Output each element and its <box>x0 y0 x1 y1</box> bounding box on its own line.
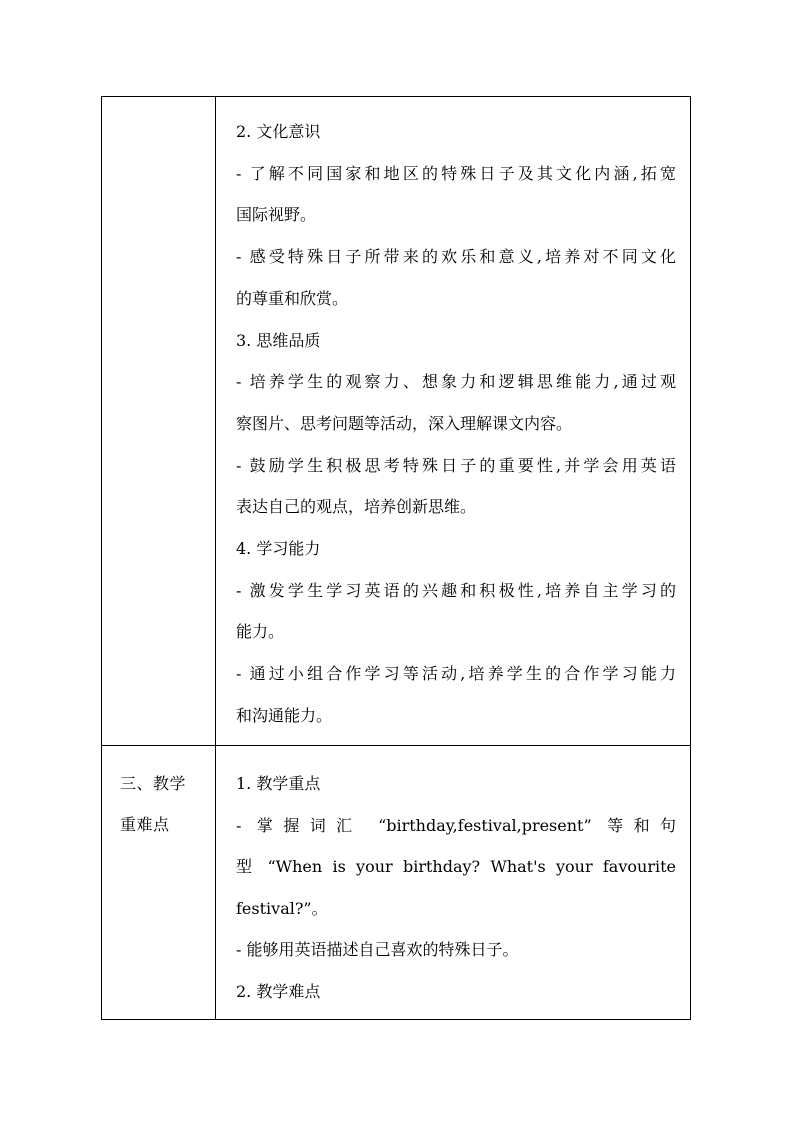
text-line: 的尊重和欣赏。 <box>236 288 349 308</box>
row-label-line: 三、教学 <box>120 774 187 793</box>
text-line: 国际视野。 <box>236 205 317 225</box>
section-heading-key-points: 1. 教学重点 <box>236 774 321 793</box>
section-heading-difficulties: 2. 教学难点 <box>236 981 321 1001</box>
row-label-line: 重难点 <box>120 815 170 834</box>
lesson-plan-table <box>101 96 691 1020</box>
text-line: - 鼓励学生积极思考特殊日子的重要性,并学会用英语 <box>236 455 676 475</box>
text-line: festival?”。 <box>236 898 328 918</box>
text-line: - 通过小组合作学习等活动,培养学生的合作学习能力 <box>236 664 676 684</box>
text-line: 和沟通能力。 <box>236 705 333 725</box>
text-line: 察图片、思考问题等活动，深入理解课文内容。 <box>236 413 573 433</box>
section-heading-thinking: 3. 思维品质 <box>236 330 321 350</box>
text-line: - 感受特殊日子所带来的欢乐和意义,培养对不同文化 <box>236 247 676 267</box>
table-row-key-points <box>102 746 690 1019</box>
text-line: - 掌握词汇 “birthday,festival,present” 等和句 <box>236 815 676 835</box>
row-label-cell <box>102 746 215 1019</box>
table-row-objectives <box>102 97 690 746</box>
row-label-cell <box>102 97 215 745</box>
text-line: 表达自己的观点，培养创新思维。 <box>236 497 477 517</box>
section-heading-culture: 2. 文化意识 <box>236 122 321 141</box>
objectives-content-cell <box>216 97 690 745</box>
section-heading-learning: 4. 学习能力 <box>236 539 321 559</box>
text-line: - 培养学生的观察力、想象力和逻辑思维能力,通过观 <box>236 372 676 392</box>
text-line: - 激发学生学习英语的兴趣和积极性,培养自主学习的 <box>236 580 676 600</box>
text-line: - 了解不同国家和地区的特殊日子及其文化内涵,拓宽 <box>236 163 676 183</box>
text-line: 能力。 <box>236 622 285 642</box>
text-line: - 能够用英语描述自己喜欢的特殊日子。 <box>236 940 519 960</box>
key-points-content-cell <box>216 746 690 1019</box>
text-line: 型 “When is your birthday? What's your favourite <box>236 857 676 877</box>
